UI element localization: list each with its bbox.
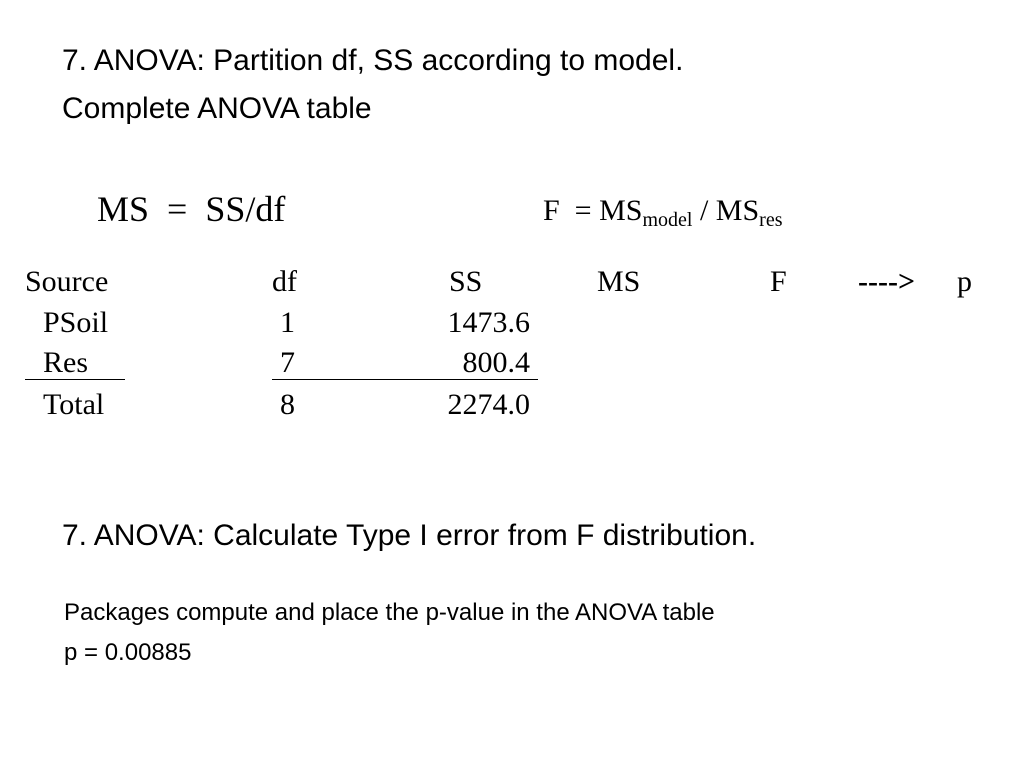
- f-formula: [543, 194, 783, 231]
- table-row-df: 1: [280, 306, 295, 339]
- table-row-df: 8: [280, 388, 295, 421]
- values-rule: [272, 379, 538, 380]
- header-source: Source: [25, 265, 109, 298]
- ms-formula: MS = SS/df: [97, 189, 286, 229]
- table-row-source: PSoil: [43, 306, 109, 339]
- header-df: df: [272, 265, 297, 298]
- f-formula-prefix: F = MS: [543, 194, 643, 227]
- section2-line1: Packages compute and place the p-value in the ANOVA table: [64, 599, 715, 626]
- header-p: p: [957, 265, 972, 298]
- source-rule: [25, 379, 125, 380]
- table-row-source: Total: [43, 388, 105, 421]
- table-row-ss: 1473.6: [447, 306, 530, 339]
- header-ss: SS: [449, 265, 483, 298]
- section2-heading: 7. ANOVA: Calculate Type I error from F distribution.: [62, 519, 757, 552]
- table-row-ss: 2274.0: [447, 388, 530, 421]
- f-formula-mid: / MS: [692, 194, 760, 227]
- table-row-ss: 800.4: [462, 346, 530, 379]
- p-value-text: p = 0.00885: [64, 639, 192, 666]
- f-formula-sub-model: model: [642, 209, 693, 231]
- table-row-source: Res: [43, 346, 88, 379]
- slide-title-line2: Complete ANOVA table: [62, 92, 372, 125]
- table-row-df: 7: [280, 346, 295, 379]
- header-f: F: [770, 265, 787, 298]
- header-arrow: ---->: [858, 265, 916, 298]
- slide-title-line1: 7. ANOVA: Partition df, SS according to model.: [62, 44, 684, 77]
- f-formula-sub-res: res: [759, 209, 783, 231]
- header-ms: MS: [597, 265, 641, 298]
